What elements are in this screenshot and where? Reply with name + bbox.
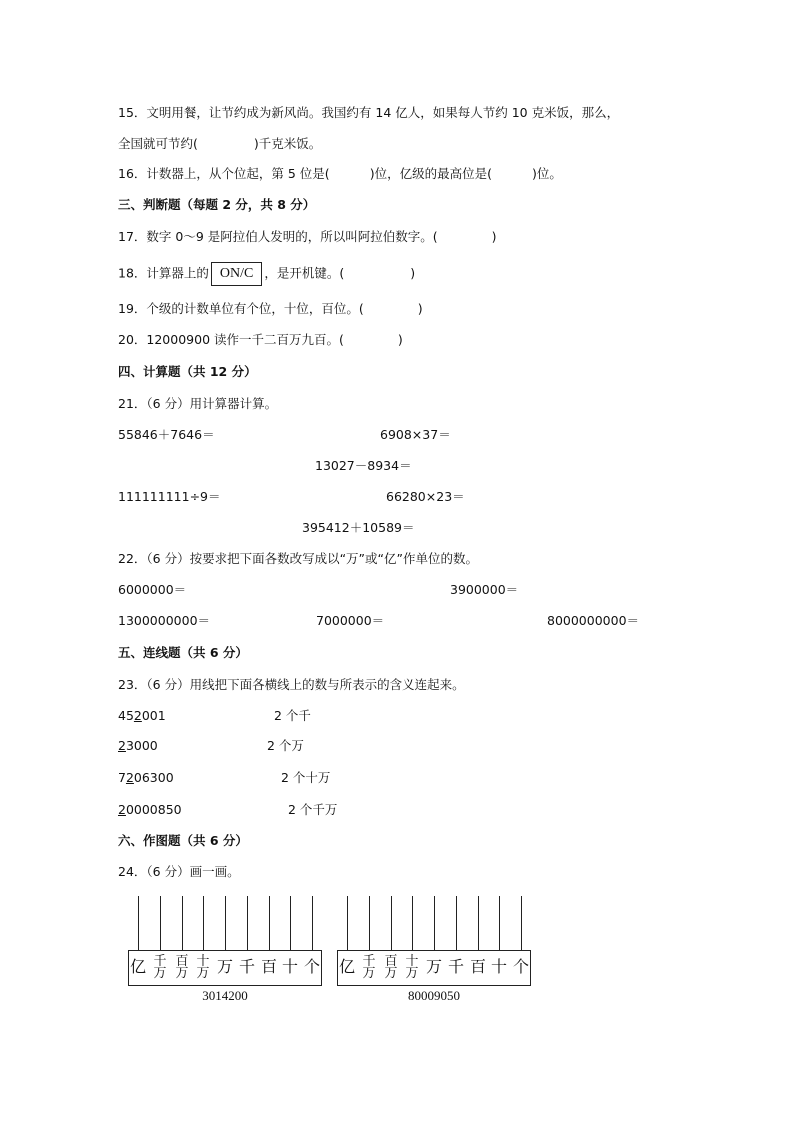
q22-title: 22．（6 分）按要求把下面各数改写成以“万”或“亿”作单位的数。 xyxy=(118,551,478,566)
section-6-heading: 六、作图题（共 6 分） xyxy=(118,833,248,848)
q16-text-c: )位。 xyxy=(531,166,562,181)
abacus-rod[interactable] xyxy=(391,896,392,950)
abacus-number: 80009050 xyxy=(408,988,460,1003)
abacus-number: 3014200 xyxy=(202,988,248,1003)
abacus-rod[interactable] xyxy=(203,896,204,950)
abacus-1[interactable] xyxy=(128,896,322,1006)
abacus-place-label: 十 xyxy=(281,957,298,976)
q21-expr-5: 66280×23＝ xyxy=(386,489,465,504)
q18-text-b: ，是开机键。( xyxy=(264,265,345,281)
abacus-place-label: 亿 xyxy=(129,957,146,976)
q17-text: 17．数字 0～9 是阿拉伯人发明的，所以叫阿拉伯数字。( xyxy=(118,229,438,244)
q23-number-1: 452001 xyxy=(118,708,166,723)
abacus-place-label: 十 xyxy=(490,957,507,976)
abacus-rod[interactable] xyxy=(478,896,479,950)
section-5-heading: 五、连线题（共 6 分） xyxy=(118,645,248,660)
q23-number-3: 7206300 xyxy=(118,770,174,785)
q21-expr-2: 6908×37＝ xyxy=(380,427,451,442)
q16-text-a: 16．计数器上，从个位起，第 5 位是( xyxy=(118,166,330,181)
q15-line1: 15．文明用餐，让节约成为新风尚。我国约有 14 亿人，如果每人节约 10 克米饭，那么， xyxy=(118,105,620,120)
q23-title: 23．（6 分）用线把下面各横线上的数与所表示的含义连起来。 xyxy=(118,677,465,692)
on-c-key-box: ON/C xyxy=(211,262,262,286)
q15-text-a: 全国就可节约( xyxy=(118,136,198,151)
q22-expr-3: 1300000000＝ xyxy=(118,613,211,628)
q21-expr-6: 395412＋10589＝ xyxy=(302,520,415,535)
abacus-place-label: 千 xyxy=(238,957,255,976)
q15-line2 xyxy=(118,136,321,152)
abacus-rod[interactable] xyxy=(290,896,291,950)
q23-number-4: 20000850 xyxy=(118,802,182,817)
q19-close: ) xyxy=(417,301,423,316)
q16-text-b: )位，亿级的最高位是( xyxy=(369,166,492,181)
q16-line xyxy=(118,166,562,182)
abacus-place-label: 万 xyxy=(425,957,442,976)
abacus-rod[interactable] xyxy=(247,896,248,950)
abacus-rod[interactable] xyxy=(521,896,522,950)
q20-text: 20．12000900 读作一千二百万九百。( xyxy=(118,332,344,347)
q22-expr-1: 6000000＝ xyxy=(118,582,187,597)
abacus-rod[interactable] xyxy=(369,896,370,950)
abacus-rod[interactable] xyxy=(160,896,161,950)
q23-number-2: 23000 xyxy=(118,738,158,753)
abacus-rod[interactable] xyxy=(412,896,413,950)
q22-expr-2: 3900000＝ xyxy=(450,582,519,597)
q23-meaning-4: 2 个千万 xyxy=(288,802,338,817)
abacus-place-label: 百 xyxy=(469,957,486,976)
abacus-place-label: 万 xyxy=(216,957,233,976)
q18-close: ) xyxy=(410,265,416,281)
q20-close: ) xyxy=(397,332,403,347)
abacus-place-label: 亿 xyxy=(338,957,355,976)
q23-meaning-1: 2 个千 xyxy=(274,708,311,723)
abacus-place-label: 千 万 xyxy=(153,954,167,981)
abacus-place-label: 千 xyxy=(447,957,464,976)
q17-close: ) xyxy=(491,229,497,244)
q24-title: 24．（6 分）画一画。 xyxy=(118,864,240,879)
q15-text-b: )千克米饭。 xyxy=(253,136,322,151)
abacus-rod[interactable] xyxy=(434,896,435,950)
q19-text: 19．个级的计数单位有个位，十位，百位。( xyxy=(118,301,364,316)
q22-expr-5: 8000000000＝ xyxy=(547,613,640,628)
abacus-rod[interactable] xyxy=(312,896,313,950)
abacus-place-label: 百 xyxy=(260,957,277,976)
q21-expr-3: 13027－8934＝ xyxy=(315,458,412,473)
q21-expr-4: 111111111÷9＝ xyxy=(118,489,221,504)
q19-line xyxy=(118,301,423,317)
abacus-place-label: 十 万 xyxy=(196,954,210,981)
abacus-rod[interactable] xyxy=(456,896,457,950)
q23-meaning-2: 2 个万 xyxy=(267,738,304,753)
q23-meaning-3: 2 个十万 xyxy=(281,770,331,785)
abacus-rod[interactable] xyxy=(347,896,348,950)
abacus-rod[interactable] xyxy=(225,896,226,950)
q21-title: 21．（6 分）用计算器计算。 xyxy=(118,396,278,411)
q22-expr-4: 7000000＝ xyxy=(316,613,385,628)
q20-line xyxy=(118,332,403,348)
section-3-heading: 三、判断题（每题 2 分，共 8 分） xyxy=(118,197,316,212)
abacus-place-label: 百 万 xyxy=(384,954,398,981)
abacus-place-label: 个 xyxy=(303,957,320,976)
abacus-place-label: 个 xyxy=(512,957,529,976)
abacus-rod[interactable] xyxy=(269,896,270,950)
q18-line xyxy=(118,262,415,286)
abacus-rod[interactable] xyxy=(499,896,500,950)
q17-line xyxy=(118,229,497,245)
q18-text-a: 18．计算器上的 xyxy=(118,265,209,281)
abacus-place-label: 十 万 xyxy=(405,954,419,981)
section-4-heading: 四、计算题（共 12 分） xyxy=(118,364,257,379)
q21-expr-1: 55846＋7646＝ xyxy=(118,427,215,442)
abacus-place-label: 千 万 xyxy=(362,954,376,981)
abacus-place-label: 百 万 xyxy=(175,954,189,981)
abacus-rod[interactable] xyxy=(138,896,139,950)
abacus-rod[interactable] xyxy=(182,896,183,950)
abacus-2[interactable] xyxy=(337,896,531,1006)
